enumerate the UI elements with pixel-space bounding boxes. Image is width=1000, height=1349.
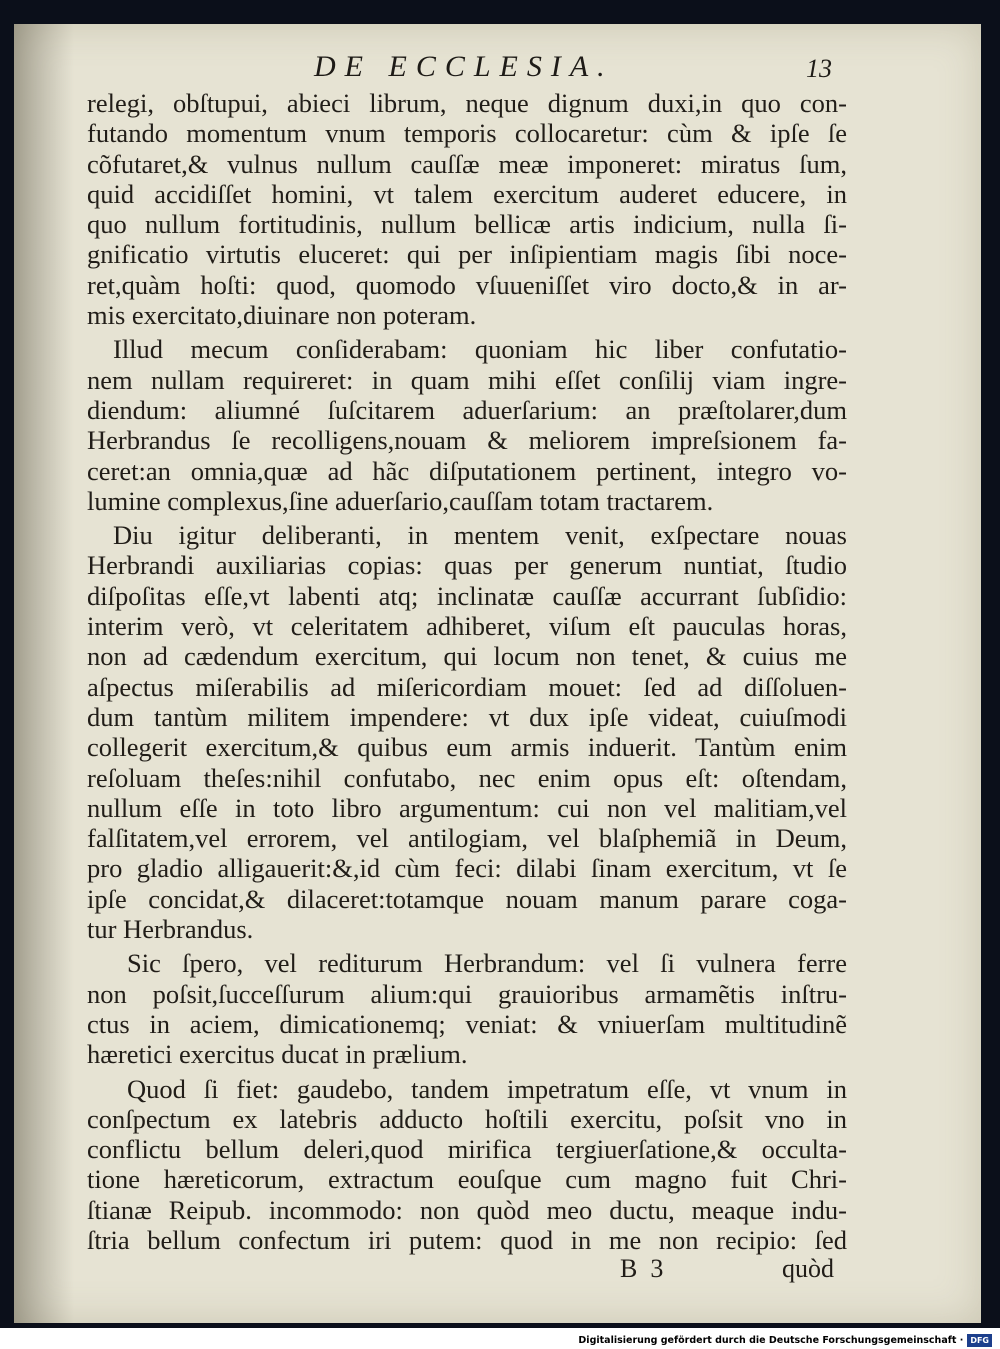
text-line: collegerit exercitum,& quibus eum armis induerit. Tantùm enim [87, 732, 847, 763]
dfg-logo: DFG [967, 1334, 992, 1347]
digitization-credit [578, 1333, 992, 1347]
text-line: tione hæreticorum, extractum eouſque cum magno fuit Chri- [87, 1164, 847, 1195]
text-line: diſpoſitas eſſe,vt labenti atq; inclinatæ cauſſæ accurrant ſubſidio: [87, 580, 847, 611]
text-line: ſtianæ Reipub. incommodo: non quòd meo ductu, meaque indu- [87, 1194, 847, 1225]
page-footer [14, 1254, 981, 1288]
text-line: interim verò, vt celeritatem adhiberet, viſum eſt pauculas horas, [87, 611, 847, 642]
text-line: Herbrandus ſe recolligens,nouam & meliorem impreſsionem fa- [87, 425, 847, 456]
text-line: hæretici exercitus ducat in prælium. [87, 1039, 468, 1070]
paragraph-start-line: Illud mecum conſiderabam: quoniam hic liber confutatio- [113, 334, 847, 365]
text-line: non poſsit,ſucceſſurum alium:qui grauioribus armamẽtis inſtru- [87, 978, 847, 1009]
text-line: pro gladio alligauerit:&,id cùm feci: dilabi ſinam exercitum, vt ſe [87, 853, 847, 884]
text-line: lumine complexus,ſine aduerſario,cauſſam totam tractarem. [87, 485, 714, 516]
catchword: quòd [782, 1254, 834, 1283]
text-line: cõfutaret,& vulnus nullum cauſſæ meæ imponeret: miratus ſum, [87, 148, 847, 179]
page-number: 13 [806, 54, 832, 83]
text-line: conflictu bellum deleri,quod mirifica tergiuerſatione,& occulta- [87, 1134, 847, 1165]
text-line: falſitatem,vel errorem, vel antilogiam, vel blaſphemiã in Deum, [87, 823, 847, 854]
credit-text: Digitalisierung gefördert durch die Deutsche Forschungsgemeinschaft · [578, 1334, 964, 1346]
paragraph-start-line: Sic ſpero, vel rediturum Herbrandum: vel ſi vulnera ferre [127, 948, 847, 979]
body-text [87, 88, 847, 1255]
text-line: ceret:an omnia,quæ ad hãc diſputationem pertinent, integro vo- [87, 455, 847, 486]
text-line: quo nullum fortitudinis, nullum bellicæ artis indicium, nulla ſi- [87, 209, 847, 240]
text-line: dum tantùm militem impendere: vt dux ipſe videat, cuiuſmodi [87, 701, 847, 732]
signature-mark: B 3 [620, 1254, 664, 1283]
paragraph-start-line: Quod ſi fiet: gaudebo, tandem impetratum eſſe, vt vnum in [127, 1073, 847, 1104]
text-line: quid accidiſſet homini, vt talem exercitum auderet educere, in [87, 178, 847, 209]
book-page [14, 24, 981, 1323]
running-title: DE ECCLESIA. [314, 50, 614, 83]
text-line: Herbrandi auxiliarias copias: quas per generum nuntiat, ſtudio [87, 550, 847, 581]
paragraph-start-line: Diu igitur deliberanti, in mentem venit, exſpectare nouas [113, 520, 847, 551]
text-line: mis exercitato,diuinare non poteram. [87, 300, 477, 331]
text-line: ret,quàm hoſti: quod, quomodo vſuueniſſet viro docto,& in ar- [87, 269, 847, 300]
text-line: nem nullam requireret: in quam mihi eſſet conſilij viam ingre- [87, 364, 847, 395]
text-line: relegi, obſtupui, abieci librum, neque dignum duxi,in quo con- [87, 88, 847, 118]
text-line: ctus in aciem, dimicationemq; veniat: & vniuerſam multitudinẽ [87, 1008, 847, 1039]
text-line: conſpectum ex latebris adducto hoſtili exercitu, poſsit vno in [87, 1103, 847, 1134]
text-line: ipſe concidat,& dilaceret:totamque nouam manum parare coga- [87, 883, 847, 914]
text-line: tur Herbrandus. [87, 914, 254, 945]
text-line: reſoluam theſes:nihil confutabo, nec enim opus eſt: oſtendam, [87, 762, 847, 793]
text-line: gnificatio virtutis eluceret: qui per inſipientiam magis ſibi noce- [87, 239, 847, 270]
text-line: futando momentum vnum temporis collocaretur: cùm & ipſe ſe [87, 118, 847, 149]
text-line: non ad cædendum exercitum, qui locum non tenet, & cuius me [87, 641, 847, 672]
text-line: diendum: aliumné ſuſcitarem aduerſarium: an præſtolarer,dum [87, 394, 847, 425]
text-line: nullum eſſe in toto libro argumentum: cui non vel malitiam,vel [87, 792, 847, 823]
text-line: aſpectus miſerabilis ad miſericordiam mouet: ſed ad diſſoluen- [87, 671, 847, 702]
text-line: ſtria bellum confectum iri putem: quod in me non recipio: ſed [87, 1224, 847, 1255]
